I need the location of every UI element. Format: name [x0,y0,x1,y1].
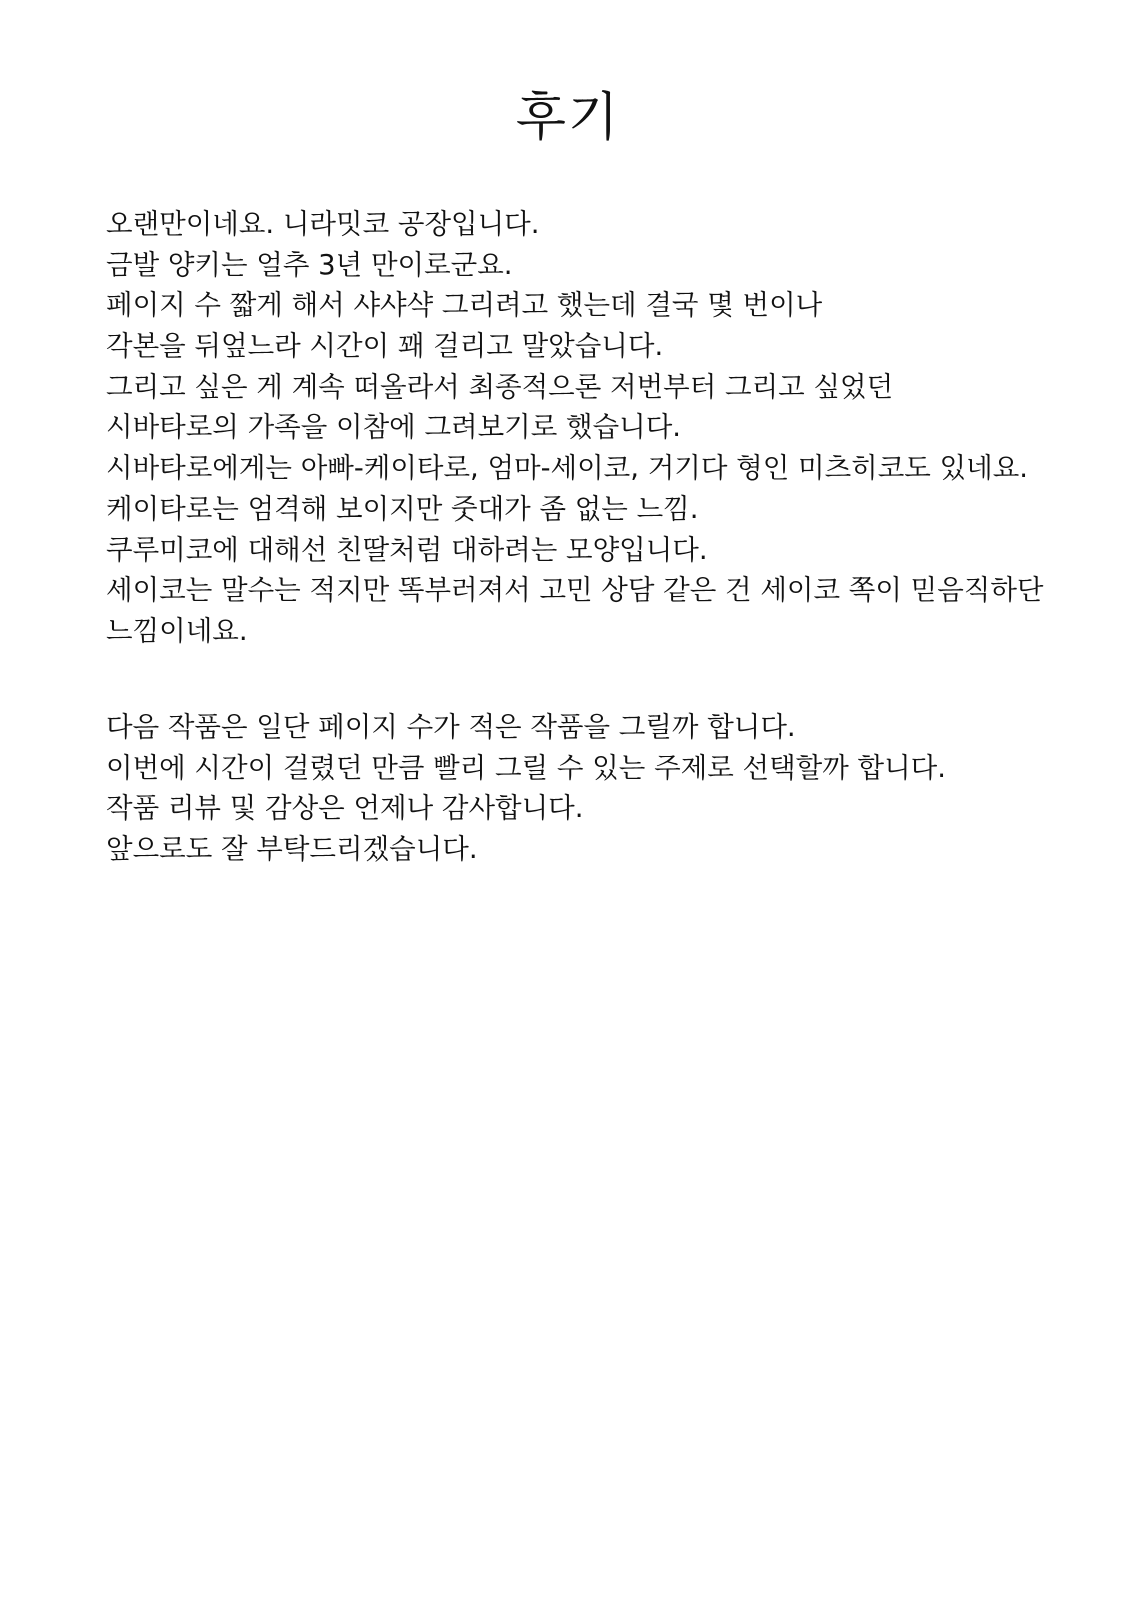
text-line: 각본을 뒤엎느라 시간이 꽤 걸리고 말았습니다. [106,330,664,363]
text-line: 이번에 시간이 걸렸던 만큼 빨리 그릴 수 있는 주제로 선택할까 합니다. [106,751,946,784]
text-line: 다음 작품은 일단 페이지 수가 적은 작품을 그릴까 합니다. [106,711,796,743]
text-line: 쿠루미코에 대해선 친딸처럼 대하려는 모양입니다. [106,533,708,566]
text-line: 오랜만이네요. 니라밋코 공장입니다. [106,208,540,240]
text-line: 앞으로도 잘 부탁드리겠습니다. [106,833,478,866]
text-line: 금발 양키는 얼추 3년 만이로군요. [106,248,513,281]
text-line: 케이타로는 엄격해 보이지만 줏대가 좀 없는 느낌. [106,492,699,525]
text-line: 그리고 싶은 게 계속 떠올라서 최종적으론 저번부터 그리고 싶었던 [106,370,894,403]
text-line: 느낌이네요. [106,614,248,647]
text-line: 시바타로의 가족을 이참에 그려보기로 했습니다. [106,411,682,444]
page-title: 후기 [515,88,621,148]
text-line: 세이코는 말수는 적지만 똑부러져서 고민 상담 같은 건 세이코 쪽이 믿음직하단 [106,574,1044,607]
text-line: 작품 리뷰 및 감상은 언제나 감사합니다. [106,792,584,825]
text-line: 시바타로에게는 아빠-케이타로, 엄마-세이코, 거기다 형인 미츠히코도 있네요. [106,452,1029,485]
paragraph-next-work [106,707,1086,870]
text-line: 페이지 수 짧게 해서 샤샤샥 그리려고 했는데 결국 몇 번이나 [106,289,823,322]
paragraph-greeting [106,204,1086,652]
